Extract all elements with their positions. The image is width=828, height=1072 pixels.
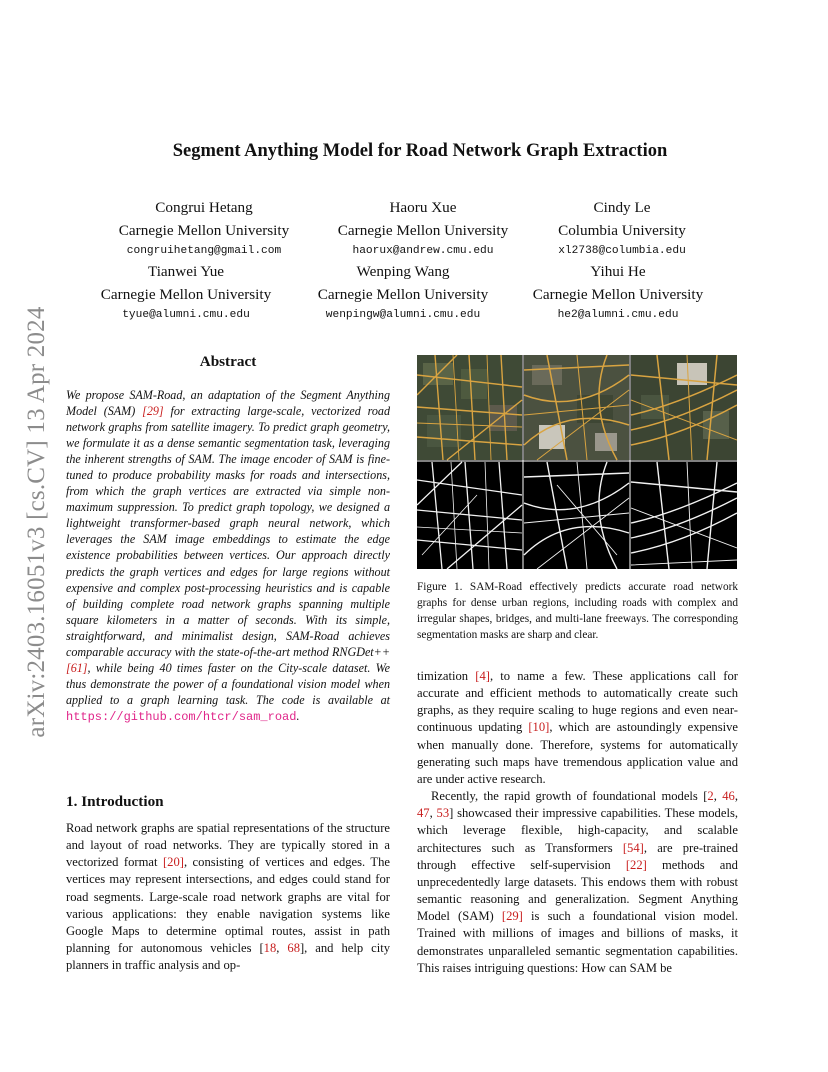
citation-link[interactable]: 2 <box>707 789 714 804</box>
author-email: congruihetang@gmail.com <box>126 245 282 257</box>
body-text: , <box>734 789 738 804</box>
body-text: , <box>713 789 723 804</box>
author-block <box>502 196 742 260</box>
author-email: tyue@alumni.cmu.edu <box>122 309 250 321</box>
paragraph <box>417 668 738 788</box>
author-affiliation: Carnegie Mellon University <box>337 222 509 239</box>
citation-link[interactable]: [22] <box>625 857 647 872</box>
paper-title: Segment Anything Model for Road Network Graph Extraction <box>172 141 668 161</box>
section-heading: 1. Introduction <box>66 793 164 810</box>
right-column-body <box>417 668 738 977</box>
body-text: timization <box>417 669 476 683</box>
citation-link[interactable]: 68 <box>287 941 300 956</box>
citation-link[interactable]: 47 <box>417 806 430 821</box>
author-affiliation: Carnegie Mellon University <box>100 286 272 303</box>
author-email: xl2738@columbia.edu <box>558 245 686 257</box>
citation-link[interactable]: [10] <box>528 720 550 735</box>
author-affiliation: Columbia University <box>558 222 686 239</box>
citation-link[interactable]: [54] <box>622 840 644 855</box>
abstract-text: for extracting large-scale, vectorized road network graphs from satellite imagery. To predict graph geometry, we formulate it as a dense semantic segmentation task, leveraging the inherent strengths of SAM. The image encoder of SAM is fine-tuned to produce probability masks for roads and intersections, from which the graph vertices are extracted via simple non-maximum suppression. To predict graph topology, we designed a lightweight transformer-based graph neural network, which leverages the SAM image embeddings to estimate the edge existence probabilities between vertices. Our approach directly predicts the graph vertices and edges for large regions without expensive and complex post-processing heuristics and is capable of building complete road network graphs spanning multiple square kilometers in a matter of seconds. With its simple, straightforward, and minimalist design, SAM-Road achieves comparable accuracy with the state-of-the-art method RNGDet++ <box>66 404 390 659</box>
citation-link[interactable]: 18 <box>263 941 277 956</box>
satellite-tile <box>524 355 629 460</box>
abstract-text: . <box>296 708 300 723</box>
author-affiliation: Carnegie Mellon University <box>317 286 489 303</box>
author-name: Cindy Le <box>593 199 651 216</box>
author-name: Wenping Wang <box>356 263 450 280</box>
abstract-text: , while being 40 times faster on the City-scale dataset. We thus demonstrate the power of a foundational vision model when applied to a graph learning task. The code is available at <box>66 660 390 707</box>
author-block <box>66 260 306 324</box>
author-block <box>84 196 324 260</box>
figure-1-image <box>417 355 737 569</box>
author-email: haorux@andrew.cmu.edu <box>352 245 494 257</box>
body-text: Recently, the rapid growth of foundational models [ <box>431 789 708 804</box>
satellite-tile <box>631 355 737 460</box>
body-text: ] showcased their impressive capabilities. These models, which leverage flexible, high-capacity, and scalable architectures such as Transformers <box>417 806 738 855</box>
citation-link[interactable]: 53 <box>436 806 450 821</box>
citation-link[interactable]: 46 <box>722 789 735 804</box>
body-text: , which are astoundingly expensive when manually done. Therefore, systems for automatically generating such maps have tremendous application value and are under active research. <box>417 720 738 786</box>
code-url-link[interactable]: https://github.com/htcr/sam_road <box>66 709 297 724</box>
author-block <box>498 260 738 324</box>
introduction-body <box>66 820 390 974</box>
author-email: he2@alumni.cmu.edu <box>557 309 679 321</box>
arxiv-stamp: arXiv:2403.16051v3 [cs.CV] 13 Apr 2024 <box>23 306 50 738</box>
body-text: ], and help city planners in traffic analysis and op- <box>66 941 390 973</box>
citation-link[interactable]: [61] <box>66 660 88 675</box>
abstract-text: We propose SAM-Road, an adaptation of the Segment Anything Model (SAM) <box>66 388 390 419</box>
author-affiliation: Carnegie Mellon University <box>532 286 704 303</box>
author-name: Tianwei Yue <box>147 263 225 280</box>
body-text: methods and unprecedentedly large datasets. This endows them with robust semantic reasoning and generalization. Segment Anything Model (SAM) <box>417 857 738 924</box>
author-name: Yihui He <box>590 263 646 280</box>
author-name: Congrui Hetang <box>155 199 253 216</box>
body-text: , are pre-trained through effective self-supervision <box>417 840 738 872</box>
satellite-tile <box>417 355 522 460</box>
abstract-heading: Abstract <box>199 353 257 370</box>
author-affiliation: Carnegie Mellon University <box>118 222 290 239</box>
author-name: Haoru Xue <box>389 199 457 216</box>
body-text: , consisting of vertices and edges. The vertices may represent intersections, and edges could stand for road segments. Large-scale road network graphs are vital for various applications: they enable navigation systems like Google Maps to determine optimal routes, assist in path planning for autonomous vehicles [ <box>66 855 390 956</box>
body-text: , <box>276 941 288 956</box>
citation-link[interactable]: [4] <box>475 669 490 683</box>
citation-link[interactable]: [29] <box>501 909 523 924</box>
author-email: wenpingw@alumni.cmu.edu <box>325 309 481 321</box>
paragraph <box>417 788 738 977</box>
body-text: Road network graphs are spatial representations of the structure and layout of road networks. They are typically stored in a vectorized format <box>66 821 390 870</box>
abstract-body <box>66 387 390 725</box>
citation-link[interactable]: [20] <box>162 855 184 870</box>
figure-caption: Figure 1. SAM-Road effectively predicts accurate road network graphs for dense urban regions, including roads with complex and irregular shapes, bridges, and multi-lane freeways. The corresponding segmentation masks are sharp and clear. <box>417 581 738 641</box>
body-text: , <box>429 806 437 821</box>
body-text: , to name a few. These applications call for accurate and efficient methods to automatically create such graphs, as they require scaling to huge regions and even near-continuous updating <box>417 669 738 735</box>
body-text: is such a foundational vision model. Trained with millions of images and billions of masks, it demonstrates unparalleled semantic segmentation capabilities. This raises intriguing questions: How can SAM be <box>417 909 738 975</box>
citation-link[interactable]: [29] <box>142 404 164 419</box>
author-block <box>283 260 523 324</box>
